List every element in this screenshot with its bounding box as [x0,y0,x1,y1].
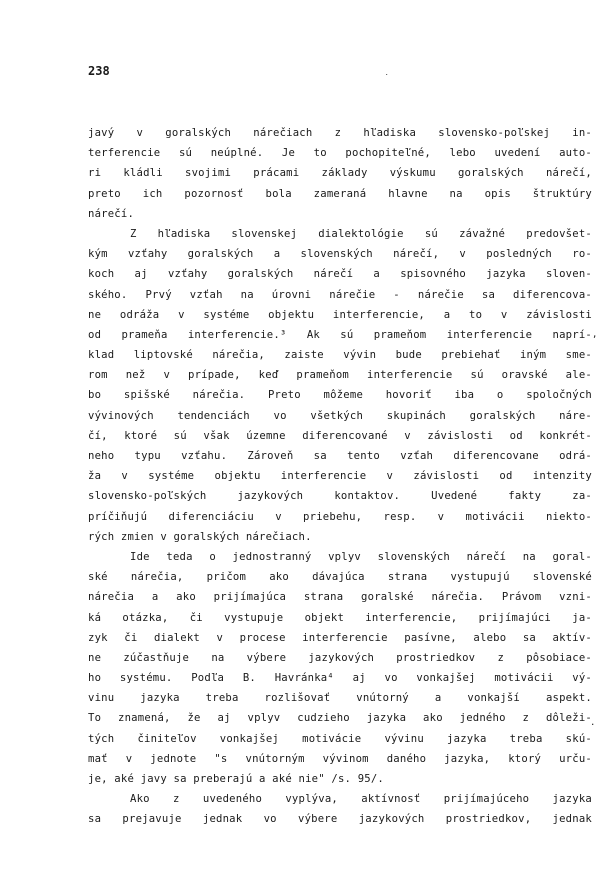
text-line: Ide teda o jednostranný vplyv slovenských nárečí na goral- [130,550,592,563]
text-line: javý v goralských nárečiach z hľadiska slovensko-poľskej in- [88,127,592,139]
body-text [88,123,592,830]
text-line: terferencie sú neúplné. Je to pochopiteľné, lebo uvedení auto- [88,147,592,160]
text-line: čí, ktoré sú však územne diferencované v závislosti od konkrét- [88,429,592,442]
text-line: ského. Prvý vzťah na úrovni nárečie - nárečie sa diferencova- [88,288,592,301]
stray-mark-right-lower: . [590,718,596,728]
text-line: zyk či dialekt v procese interferencie pasívne, alebo sa aktív- [88,631,592,644]
text-line: ri kládli svojimi prácami základy výskumu goralských nárečí, [88,167,592,180]
text-line: tých činiteľov vonkajšej motivácie vývinu jazyka treba skú- [88,732,592,745]
text-line: kým vzťahy goralských a slovenských nárečí, v posledných ro- [88,248,592,261]
text-line: Ako z uvedeného vyplýva, aktívnosť prijímajúceho jazyka [130,793,592,806]
text-line: vývinových tendenciách vo všetkých skupinách goralských náre- [88,409,592,422]
text-line: príčiňujú diferenciáciu v priebehu, resp. v motivácii niekto- [88,510,592,523]
text-line: rých zmien v goralských nárečiach. [88,530,312,543]
text-line: je, aké javy sa preberajú a aké nie" /s. 95/. [88,773,385,785]
text-line: klad liptovské nárečia, zaiste vývin bude prebiehať iným sme- [88,349,592,362]
text-line: bo spišské nárečia. Preto môžeme hovoriť iba o spoločných [88,389,592,402]
text-line: neho typu vzťahu. Zároveň sa tento vzťah diferencovane odrá- [88,450,592,462]
text-line: ká otázka, či vystupuje objekt interferencie, prijímajúci ja- [88,611,592,624]
text-line: slovensko-poľských jazykových kontaktov. Uvedené fakty za- [88,490,592,503]
text-line: preto ich pozornosť bola zameraná hlavne na opis štruktúry [88,187,592,200]
stray-mark-right-upper: , [592,330,598,340]
text-line: ské nárečia, pričom ako dávajúca strana vystupujú slovenské [88,571,592,584]
text-line: rom než v prípade, keď prameňom interferencie sú oravské ale- [88,369,592,382]
text-line: mať v jednote "s vnútorným vývinom daného jazyka, ktorý urču- [88,752,592,765]
text-line: vinu jazyka treba rozlišovať vnútorný a vonkajší aspekt. [88,692,592,705]
text-line: Z hľadiska slovenskej dialektológie sú závažné predovšet- [130,227,592,240]
text-line: ža v systéme objektu interferencie v závislosti od intenzity [88,470,592,483]
text-line: ne odráža v systéme objektu interferencie, a to v závislosti [88,308,592,321]
page-number: 238 [88,64,110,78]
text-line: ho systému. Podľa B. Havránka⁴ aj vo vonkajšej motivácii vý- [88,672,592,685]
stray-mark-top: ˙ [384,74,390,84]
text-line: od prameňa interferencie.³ Ak sú prameňom interferencie naprí- [88,328,592,341]
text-line: To znamená, že aj vplyv cudzieho jazyka ako jedného z dôleži- [88,712,592,725]
text-line: sa prejavuje jednak vo výbere jazykových prostriedkov, jednak [88,813,592,826]
text-line: ne zúčastňuje na výbere jazykových prostriedkov z pôsobiace- [88,651,592,664]
text-line: nárečí. [88,207,135,220]
text-line: koch aj vzťahy goralských nárečí a spisovného jazyka sloven- [88,268,592,281]
text-line: nárečia a ako prijímajúca strana goralské nárečia. Právom vzni- [88,591,592,604]
